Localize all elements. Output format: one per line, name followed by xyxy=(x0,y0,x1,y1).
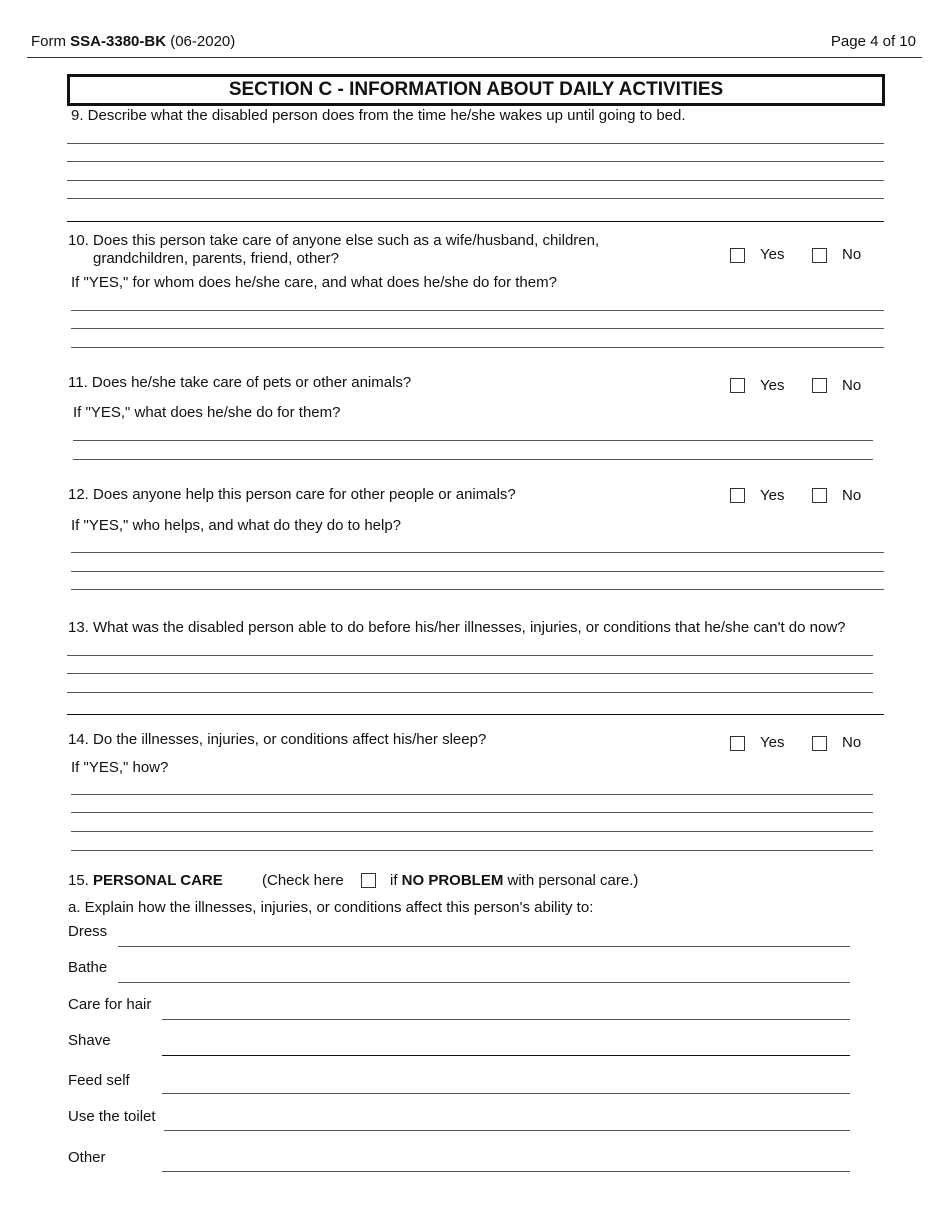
q15-title: PERSONAL CARE xyxy=(93,872,223,889)
q15-sub-a: a. Explain how the illnesses, injuries, or conditions affect this person's ability to: xyxy=(68,899,594,916)
q14-followup: If "YES," how? xyxy=(71,759,169,776)
q10-followup: If "YES," for whom does he/she care, and what does he/she do for them? xyxy=(71,274,557,291)
q9-answer-line-1[interactable] xyxy=(67,143,884,144)
q15-bathe-line[interactable] xyxy=(118,982,850,983)
q13-answer-line-2[interactable] xyxy=(67,673,873,674)
q15-shave-line[interactable] xyxy=(162,1055,850,1056)
q15-check-bold: NO PROBLEM xyxy=(401,872,504,889)
form-date: (06-2020) xyxy=(166,33,236,50)
q11-yes-checkbox[interactable] xyxy=(730,378,745,393)
form-prefix: Form xyxy=(31,33,71,50)
q12-yes-label: Yes xyxy=(760,487,785,504)
q13-divider xyxy=(67,714,884,715)
q11-followup: If "YES," what does he/she do for them? xyxy=(73,404,341,421)
q15-use-the-toilet-line[interactable] xyxy=(164,1130,850,1131)
q15-check-suffix: with personal care.) xyxy=(503,872,639,889)
q14-answer-line-3[interactable] xyxy=(71,831,873,832)
header-rule xyxy=(27,57,922,58)
q9-answer-line-3[interactable] xyxy=(67,180,884,181)
q15-feed-self-line[interactable] xyxy=(162,1093,850,1094)
q10-question-line-1: 10. Does this person take care of anyone else such as a wife/husband, children, xyxy=(68,232,600,249)
q14-no-label: No xyxy=(842,734,862,751)
q9-divider xyxy=(67,221,884,222)
q15-item-care-for-hair: Care for hair xyxy=(68,996,152,1013)
q10-answer-line-1[interactable] xyxy=(71,310,884,311)
q11-answer-line-1[interactable] xyxy=(73,440,873,441)
q10-yes-checkbox[interactable] xyxy=(730,248,745,263)
q10-answer-line-2[interactable] xyxy=(71,328,884,329)
q13-answer-line-3[interactable] xyxy=(67,692,873,693)
q15-dress-line[interactable] xyxy=(118,946,850,947)
q15-other-line[interactable] xyxy=(162,1171,850,1172)
page-number: Page 4 of 10 xyxy=(830,33,916,50)
q12-question: 12. Does anyone help this person care for other people or animals? xyxy=(68,486,516,503)
q15-item-use-the-toilet: Use the toilet xyxy=(68,1108,156,1125)
q13-answer-line-1[interactable] xyxy=(67,655,873,656)
q11-answer-line-2[interactable] xyxy=(73,459,873,460)
q12-yes-checkbox[interactable] xyxy=(730,488,745,503)
form-id xyxy=(31,33,235,50)
q15-no-problem-checkbox[interactable] xyxy=(361,873,376,888)
q15-check-prefix: (Check here xyxy=(262,872,344,889)
q14-question: 14. Do the illnesses, injuries, or conditions affect his/her sleep? xyxy=(68,731,487,748)
q10-no-checkbox[interactable] xyxy=(812,248,827,263)
q14-answer-line-1[interactable] xyxy=(71,794,873,795)
q14-answer-line-4[interactable] xyxy=(71,850,873,851)
q11-yes-label: Yes xyxy=(760,377,785,394)
q9-answer-line-4[interactable] xyxy=(67,198,884,199)
q14-answer-line-2[interactable] xyxy=(71,812,873,813)
q12-no-label: No xyxy=(842,487,862,504)
q10-answer-line-3[interactable] xyxy=(71,347,884,348)
q15-care-for-hair-line[interactable] xyxy=(162,1019,850,1020)
q13-question: 13. What was the disabled person able to do before his/her illnesses, injuries, or conditions that he/she can't do now? xyxy=(68,619,846,636)
q15-item-bathe: Bathe xyxy=(68,959,108,976)
q12-answer-line-3[interactable] xyxy=(71,589,884,590)
q15-heading xyxy=(68,872,223,889)
q10-question-line-2: grandchildren, parents, friend, other? xyxy=(93,250,339,267)
q14-yes-checkbox[interactable] xyxy=(730,736,745,751)
q15-item-other: Other xyxy=(68,1149,106,1166)
q15-item-feed-self: Feed self xyxy=(68,1072,130,1089)
q15-item-dress: Dress xyxy=(68,923,108,940)
q15-check-mid: if xyxy=(390,872,402,889)
q12-answer-line-2[interactable] xyxy=(71,571,884,572)
q12-no-checkbox[interactable] xyxy=(812,488,827,503)
q12-followup: If "YES," who helps, and what do they do to help? xyxy=(71,517,402,534)
q12-answer-line-1[interactable] xyxy=(71,552,884,553)
q11-question: 11. Does he/she take care of pets or other animals? xyxy=(68,374,412,391)
q15-item-shave: Shave xyxy=(68,1032,111,1049)
q10-no-label: No xyxy=(842,246,862,263)
q9-question: 9. Describe what the disabled person does from the time he/she wakes up until going to bed. xyxy=(71,107,686,124)
q11-no-label: No xyxy=(842,377,862,394)
section-title: SECTION C - INFORMATION ABOUT DAILY ACTIVITIES xyxy=(67,74,885,106)
q14-yes-label: Yes xyxy=(760,734,785,751)
q9-answer-line-2[interactable] xyxy=(67,161,884,162)
q15-check-text xyxy=(390,872,638,889)
q15-number: 15. xyxy=(68,872,94,889)
q14-no-checkbox[interactable] xyxy=(812,736,827,751)
q11-no-checkbox[interactable] xyxy=(812,378,827,393)
form-number: SSA-3380-BK xyxy=(70,33,167,50)
q10-yes-label: Yes xyxy=(760,246,785,263)
